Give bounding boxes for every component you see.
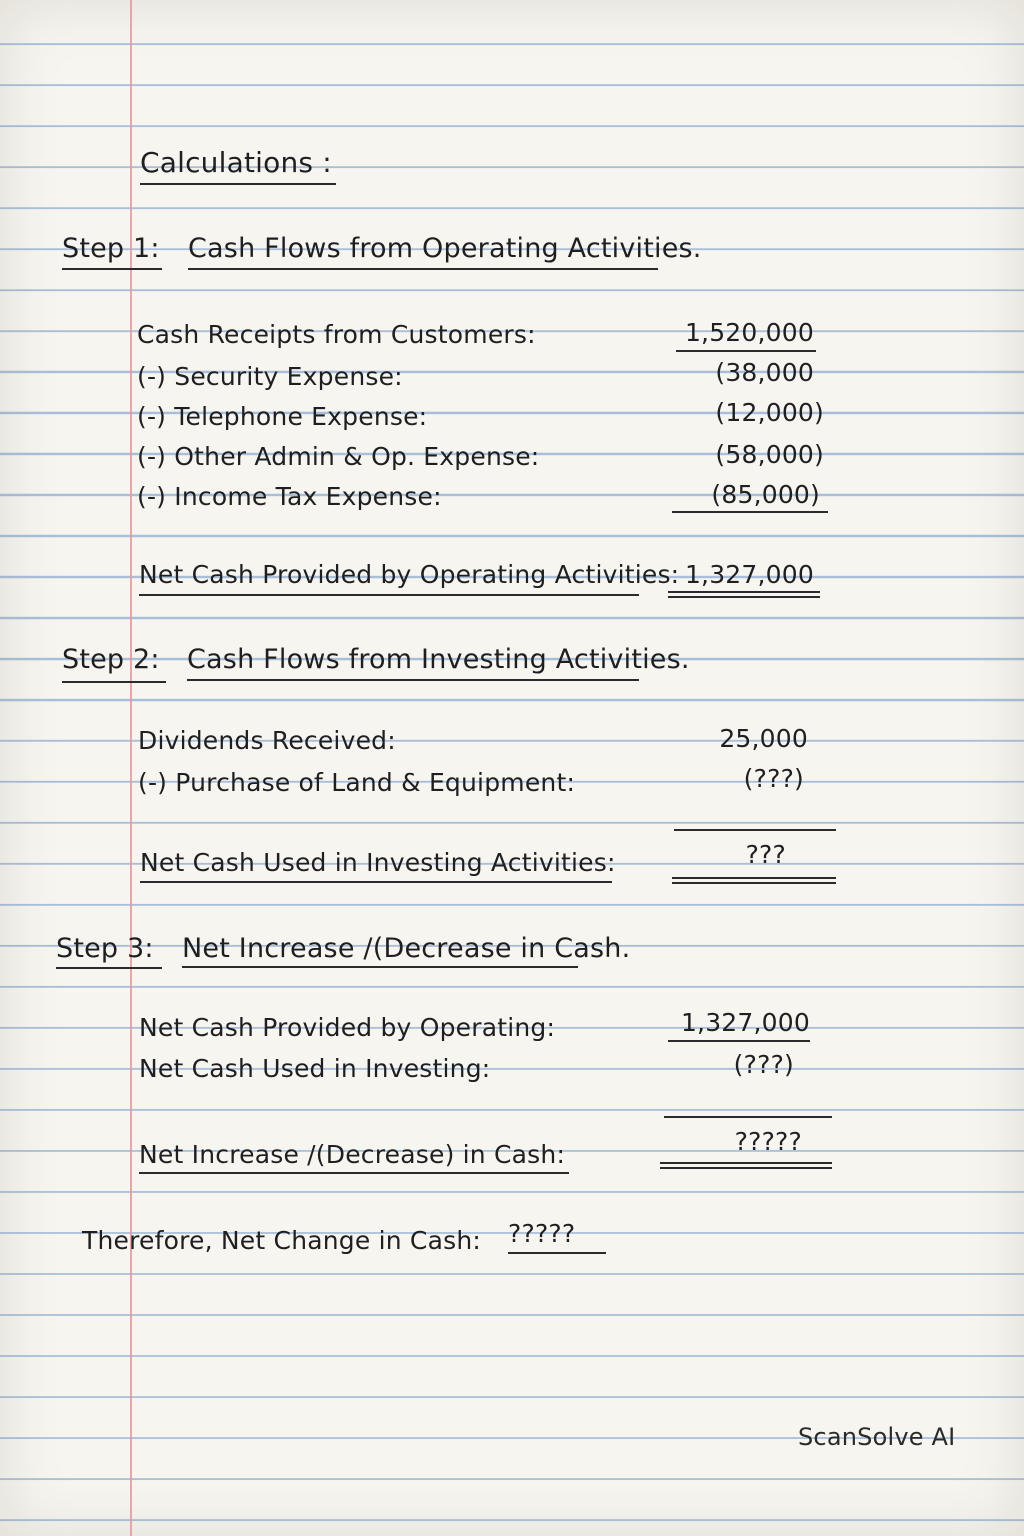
step2-heading-underline <box>187 679 639 681</box>
step1-row-label: (-) Other Admin & Op. Expense: <box>137 442 540 471</box>
step2-label-underline <box>62 681 166 683</box>
step3-row-value: (???) <box>733 1050 794 1079</box>
step1-total-label: Net Cash Provided by Operating Activities: <box>139 560 680 589</box>
step1-heading-underline <box>188 268 658 270</box>
step1-total-value: 1,327,000 <box>684 560 814 589</box>
step1-heading: Cash Flows from Operating Activities. <box>188 233 702 264</box>
conclusion-value: ????? <box>508 1219 576 1248</box>
step3-total-label-underline <box>139 1172 569 1174</box>
step2-subtotal-rule <box>674 829 836 831</box>
step1-row-value: (85,000) <box>711 480 820 509</box>
step2-row-value: (???) <box>743 764 804 793</box>
step3-total-double-underline <box>660 1162 832 1169</box>
step2-total-label-underline <box>140 881 612 883</box>
step2-total-label: Net Cash Used in Investing Activities: <box>140 848 616 877</box>
red-margin-line <box>130 0 132 1536</box>
step2-row-value: 25,000 <box>719 724 808 753</box>
step1-first-value-underline <box>676 350 816 352</box>
step3-total-label: Net Increase /(Decrease) in Cash: <box>139 1140 566 1169</box>
step2-total-double-underline <box>672 877 836 884</box>
step1-label: Step 1: <box>62 233 160 264</box>
step1-label-underline <box>62 268 162 270</box>
step1-row-label: (-) Income Tax Expense: <box>137 482 442 511</box>
step1-row-label: (-) Telephone Expense: <box>137 402 428 431</box>
step3-label-underline <box>56 967 162 969</box>
step2-total-value: ??? <box>745 840 786 869</box>
step1-row-value: (12,000) <box>715 398 824 427</box>
step3-first-value-underline <box>668 1040 810 1042</box>
step3-label: Step 3: <box>56 933 154 964</box>
step2-heading: Cash Flows from Investing Activities. <box>187 644 690 675</box>
conclusion-value-underline <box>508 1252 606 1254</box>
step1-total-label-underline <box>139 594 639 596</box>
step3-row-label: Net Cash Provided by Operating: <box>139 1013 556 1042</box>
step3-row-label: Net Cash Used in Investing: <box>139 1054 491 1083</box>
step1-row-label: Cash Receipts from Customers: <box>137 320 536 349</box>
step2-label: Step 2: <box>62 644 160 675</box>
step1-row-value: (38,000 <box>715 358 814 387</box>
page-title: Calculations : <box>140 146 332 179</box>
step3-row-value: 1,327,000 <box>680 1008 810 1037</box>
step1-row-value: (58,000) <box>715 440 824 469</box>
step3-total-value: ????? <box>734 1127 802 1156</box>
step1-total-double-underline <box>668 591 820 598</box>
step3-heading: Net Increase /(Decrease in Cash. <box>182 933 631 964</box>
step2-row-label: (-) Purchase of Land & Equipment: <box>138 768 576 797</box>
conclusion-label: Therefore, Net Change in Cash: <box>82 1226 482 1255</box>
step2-row-label: Dividends Received: <box>138 726 396 755</box>
step1-row-value: 1,520,000 <box>684 318 814 347</box>
step1-subtotal-rule <box>672 511 828 513</box>
step3-heading-underline <box>182 966 578 968</box>
scansolve-watermark: ScanSolve AI <box>798 1423 956 1451</box>
title-underline <box>140 183 336 185</box>
step1-row-label: (-) Security Expense: <box>137 362 403 391</box>
step3-subtotal-rule <box>664 1116 832 1118</box>
